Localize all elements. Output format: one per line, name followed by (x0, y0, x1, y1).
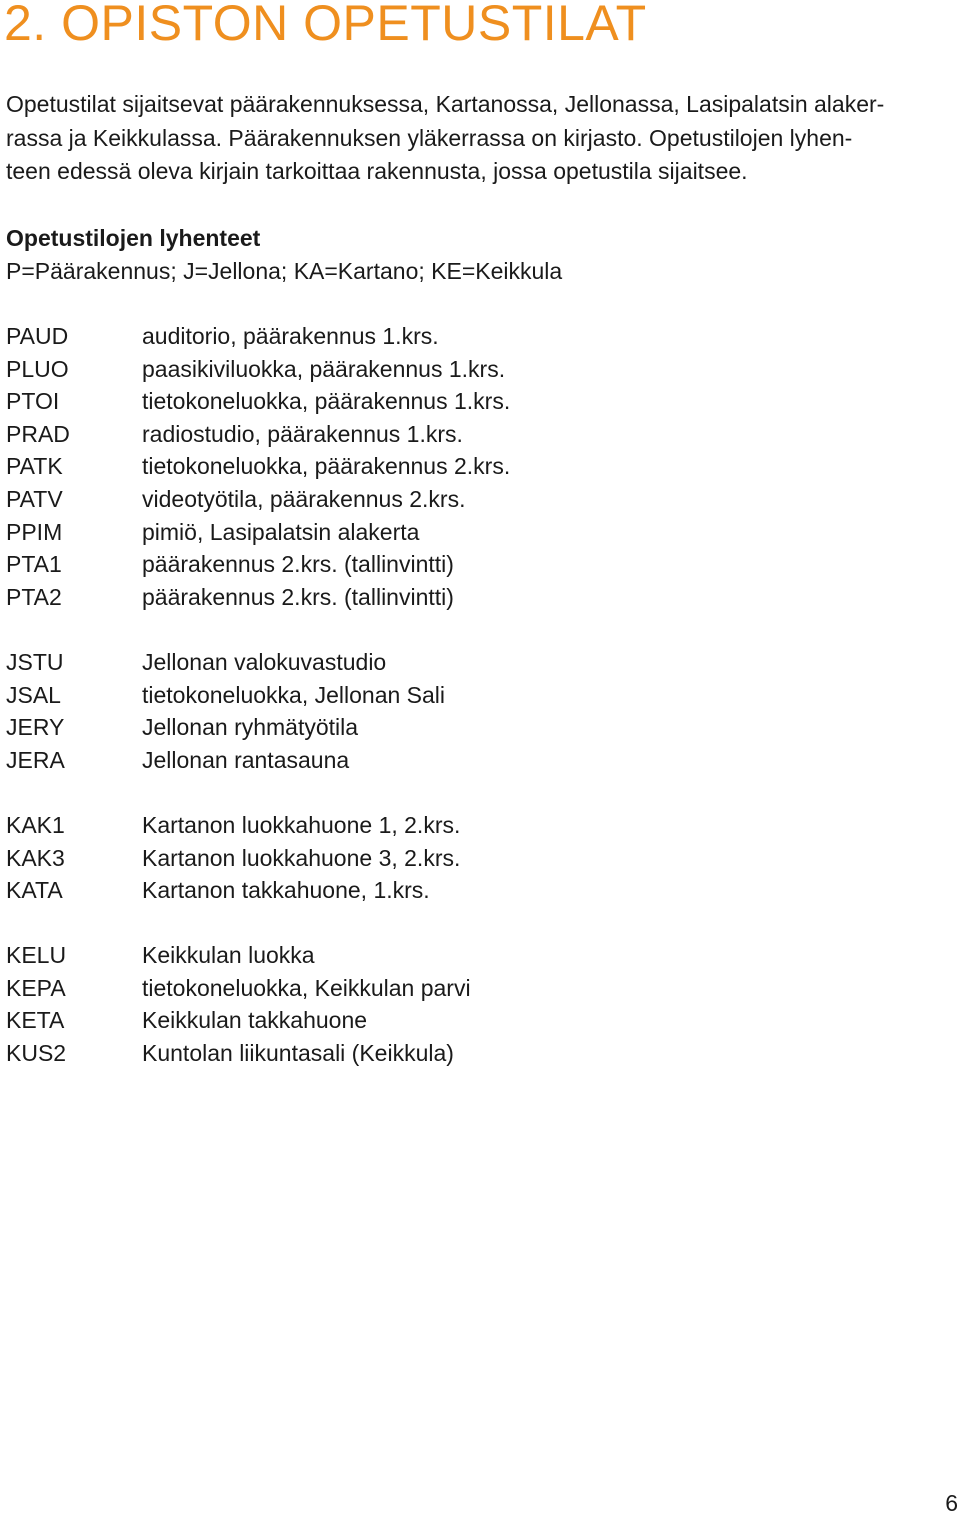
room-row (6, 711, 946, 744)
room-description: pimiö, Lasipalatsin alakerta (142, 518, 420, 545)
room-code: PATV (6, 485, 63, 512)
room-code: PLUO (6, 355, 69, 382)
room-description: paasikiviluokka, päärakennus 1.krs. (142, 355, 506, 382)
room-row (6, 1004, 946, 1037)
room-description: auditorio, päärakennus 1.krs. (142, 323, 439, 349)
room-code: PRAD (6, 420, 70, 447)
room-description: Keikkulan takkahuone (142, 1007, 368, 1034)
room-description: Jellonan valokuvastudio (142, 648, 387, 675)
intro-line: Opetustilat sijaitsevat päärakennuksessa, Kartanossa, Jellonassa, Lasipalatsin alaker- (6, 91, 885, 117)
room-description: videotyötila, päärakennus 2.krs. (142, 485, 466, 512)
room-row (6, 385, 946, 418)
room-code: PTA1 (6, 551, 62, 578)
room-description: Kartanon takkahuone, 1.krs. (142, 877, 430, 904)
room-description: Kartanon luokkahuone 3, 2.krs. (142, 844, 461, 871)
room-code: KEPA (6, 974, 66, 1001)
abbreviations-legend: P=Päärakennus; J=Jellona; KA=Kartano; KE=Keikkula (6, 258, 563, 284)
intro-paragraph (6, 88, 956, 189)
room-code: JSTU (6, 648, 64, 675)
room-row (6, 581, 946, 614)
room-row (6, 809, 946, 842)
room-row (6, 939, 946, 972)
room-group-keikkula (6, 939, 946, 1069)
room-row (6, 842, 946, 875)
room-description: tietokoneluokka, päärakennus 2.krs. (142, 453, 511, 480)
room-row (6, 516, 946, 549)
room-code: PTOI (6, 388, 60, 415)
page-number: 6 (945, 1490, 958, 1516)
room-description: tietokoneluokka, Keikkulan parvi (142, 974, 471, 1001)
room-code: JSAL (6, 681, 61, 708)
abbreviations-heading: Opetustilojen lyhenteet (6, 225, 261, 251)
room-row (6, 646, 946, 679)
room-description: Jellonan rantasauna (142, 746, 350, 773)
room-code: PTA2 (6, 583, 62, 610)
room-code: KUS2 (6, 1040, 67, 1067)
room-description: Kartanon luokkahuone 1, 2.krs. (142, 811, 461, 838)
page-title: 2. OPISTON OPETUSTILAT (4, 0, 647, 51)
room-code: KELU (6, 942, 67, 969)
room-description: Kuntolan liikuntasali (Keikkula) (142, 1040, 454, 1067)
room-description: päärakennus 2.krs. (tallinvintti) (142, 583, 454, 610)
room-row (6, 450, 946, 483)
room-code: KAK3 (6, 844, 65, 871)
room-description: tietokoneluokka, päärakennus 1.krs. (142, 388, 511, 415)
room-row (6, 744, 946, 777)
room-description: Keikkulan luokka (142, 942, 315, 969)
room-description: radiostudio, päärakennus 1.krs. (142, 420, 463, 447)
room-code: KAK1 (6, 811, 65, 838)
room-group-kartano (6, 809, 946, 907)
room-code: JERA (6, 746, 65, 773)
room-row (6, 418, 946, 451)
room-code: PAUD (6, 323, 69, 349)
room-row (6, 320, 946, 353)
room-code: JERY (6, 714, 65, 741)
intro-line: rassa ja Keikkulassa. Päärakennuksen yläkerrassa on kirjasto. Opetustilojen lyhen- (6, 124, 853, 151)
room-row (6, 483, 946, 516)
room-code: KATA (6, 877, 63, 904)
room-row (6, 972, 946, 1005)
intro-line: teen edessä oleva kirjain tarkoittaa rakennusta, jossa opetustila sijaitsee. (6, 158, 748, 184)
room-code: PPIM (6, 518, 63, 545)
room-row (6, 874, 946, 907)
room-code: KETA (6, 1007, 65, 1034)
room-description: päärakennus 2.krs. (tallinvintti) (142, 551, 454, 578)
room-description: tietokoneluokka, Jellonan Sali (142, 681, 446, 708)
room-list (6, 320, 946, 1102)
room-group-paarakennus (6, 320, 946, 613)
room-row (6, 548, 946, 581)
room-row (6, 1037, 946, 1070)
room-group-jellona (6, 646, 946, 776)
room-row (6, 353, 946, 386)
room-description: Jellonan ryhmätyötila (142, 714, 359, 741)
room-code: PATK (6, 453, 63, 480)
room-row (6, 679, 946, 712)
